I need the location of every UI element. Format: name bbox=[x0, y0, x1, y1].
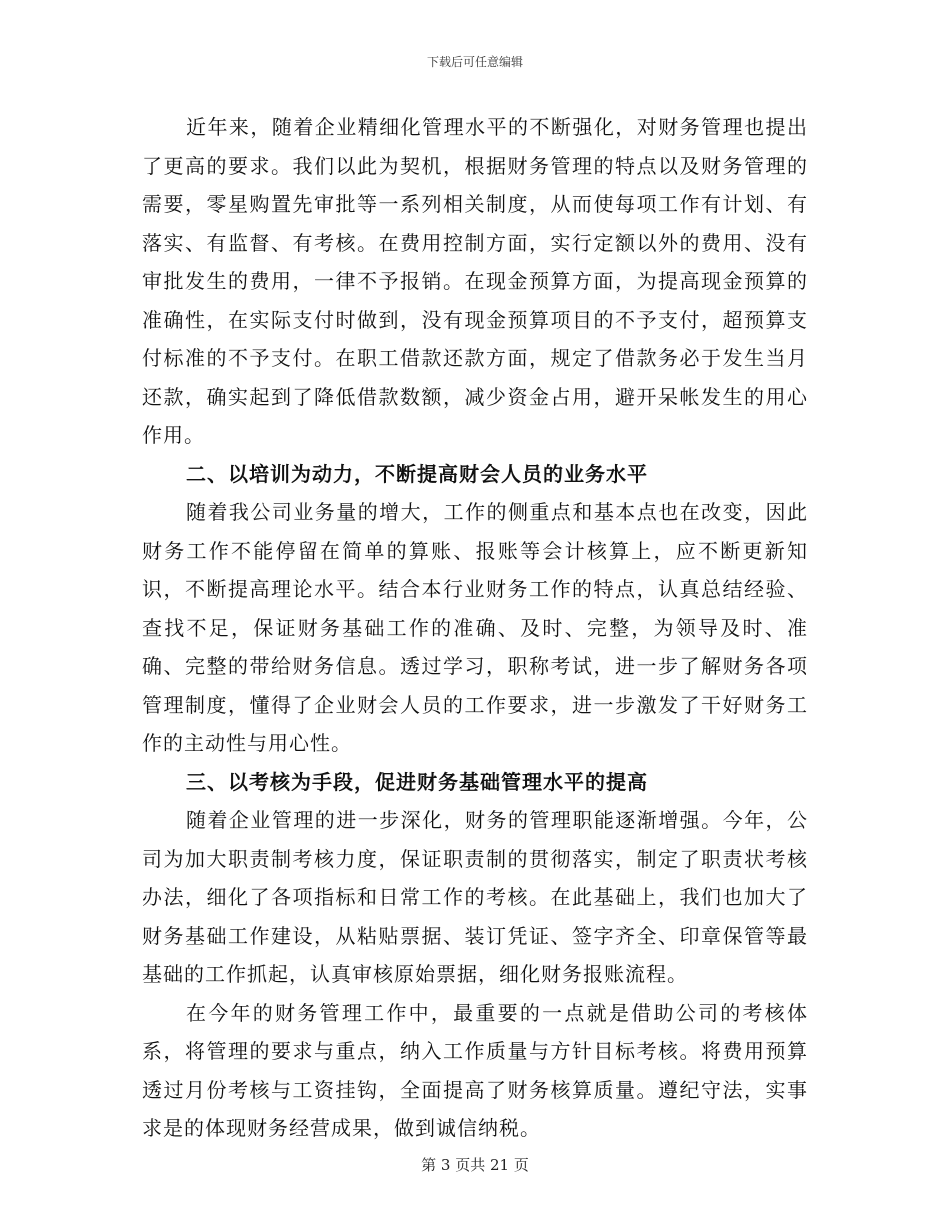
section-heading-training: 二、以培训为动力，不断提高财会人员的业务水平 bbox=[186, 461, 648, 486]
paragraph-assessment: 随着企业管理的进一步深化，财务的管理职能逐渐增强。今年，公司为加大职责制考核力度，保证职责制的贯彻落实，制定了职责状考核办法，细化了各项指标和日常工作的考核。在此基础上，我们也加大了财务基础工作建设，从粘贴票据、装订凭证、签字齐全、印章保管等最基础的工作抓起，认真审核原始票据，细化财务报账流程。 bbox=[142, 808, 808, 986]
paragraph-management-work: 在今年的财务管理工作中，最重要的一点就是借助公司的考核体系，将管理的要求与重点，纳入工作质量与方针目标考核。将费用预算透过月份考核与工资挂钩，全面提高了财务核算质量。遵纪守法，实事求是的体现财务经营成果，做到诚信纳税。 bbox=[142, 1000, 808, 1140]
paragraph-training: 随着我公司业务量的增大，工作的侧重点和基本点也在改变，因此财务工作不能停留在简单的算账、报账等会计核算上，应不断更新知识，不断提高理论水平。结合本行业财务工作的特点，认真总结经验、查找不足，保证财务基础工作的准确、及时、完整，为领导及时、准确、完整的带给财务信息。透过学习，职称考试，进一步了解财务各项管理制度，懂得了企业财会人员的工作要求，进一步激发了干好财务工作的主动性与用心性。 bbox=[142, 500, 808, 755]
page-number-footer: 第 3 页共 21 页 bbox=[421, 1156, 529, 1174]
page-header: 下载后可任意编辑 bbox=[426, 55, 523, 69]
document-body bbox=[142, 108, 808, 1148]
section-heading-assessment: 三、以考核为手段，促进财务基础管理水平的提高 bbox=[186, 769, 648, 794]
paragraph-cost-control: 近年来，随着企业精细化管理水平的不断强化，对财务管理也提出了更高的要求。我们以此为契机，根据财务管理的特点以及财务管理的需要，零星购置先审批等一系列相关制度，从而使每项工作有计划、有落实、有监督、有考核。在费用控制方面，实行定额以外的费用、没有审批发生的费用，一律不予报销。在现金预算方面，为提高现金预算的准确性，在实际支付时做到，没有现金预算项目的不予支付，超预算支付标准的不予支付。在职工借款还款方面，规定了借款务必于发生当月还款，确实起到了降低借款数额，减少资金占用，避开呆帐发生的用心作用。 bbox=[142, 115, 808, 447]
